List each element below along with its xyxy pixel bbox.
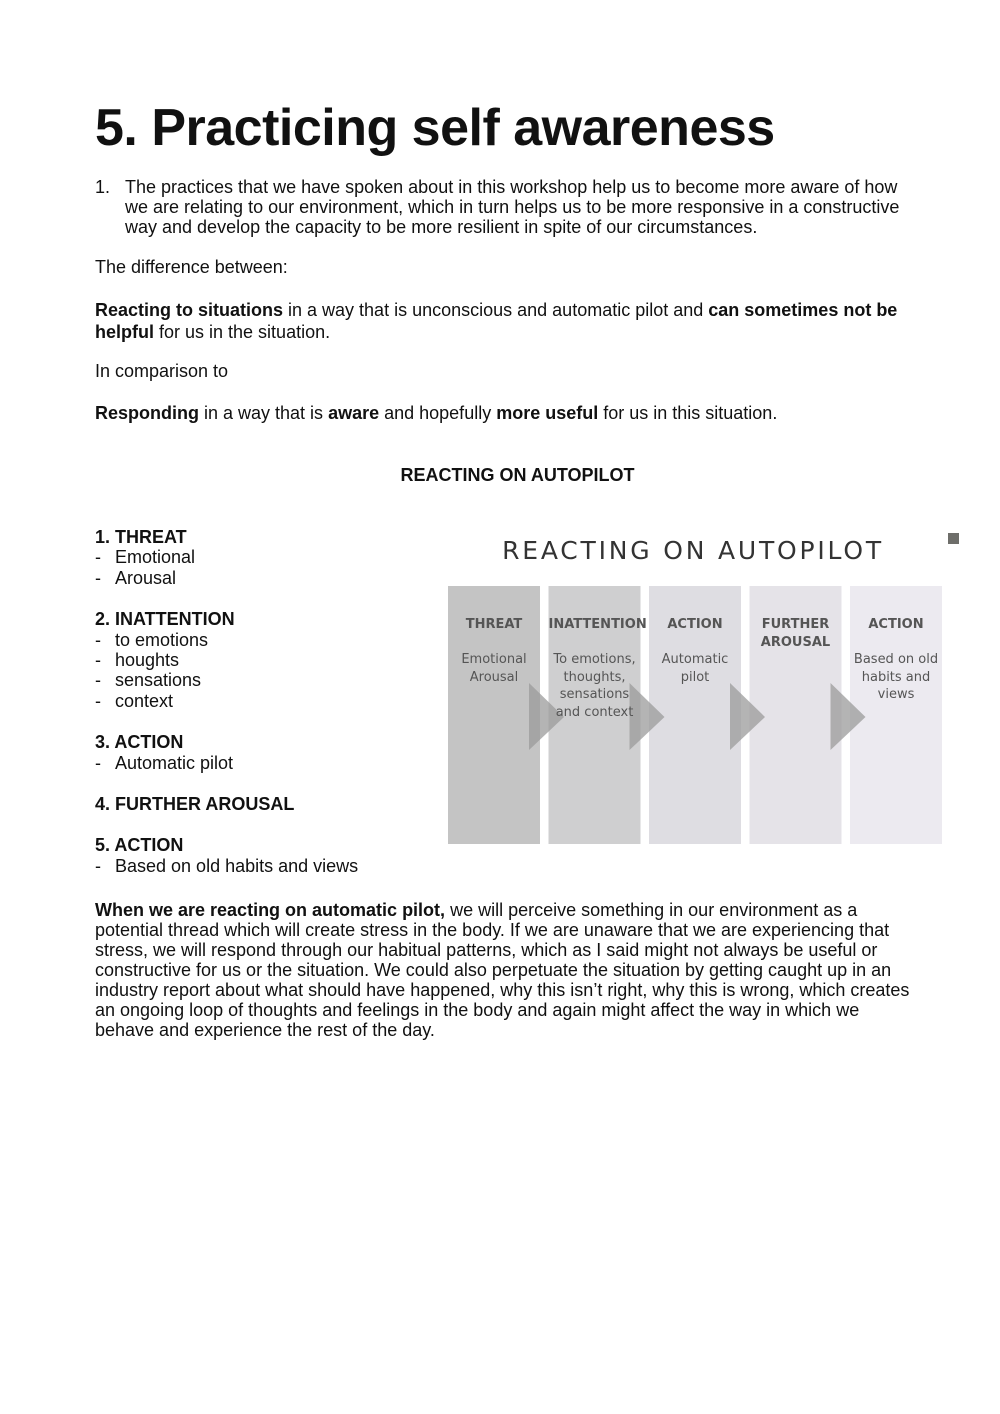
outline-head-action: 3. ACTION: [95, 732, 184, 753]
diagram-column: [850, 586, 942, 844]
diagram-column: [649, 586, 741, 844]
outline-item-text: Arousal: [115, 567, 177, 588]
intro-list-item: [95, 177, 915, 237]
outline-item: [95, 650, 425, 670]
diagram-column-heading: ACTION: [667, 617, 723, 632]
diagram-column-heading: THREAT: [465, 617, 523, 632]
reacting-paragraph: [95, 299, 915, 343]
more-useful-bold: more useful: [496, 403, 599, 423]
difference-label: The difference between:: [95, 257, 288, 277]
reacting-bold: Reacting to situations: [95, 300, 284, 320]
diagram-column-heading: ACTION: [868, 617, 924, 632]
page-title: 5. Practicing self awareness: [95, 99, 775, 157]
outline-head-threat: 1. THREAT: [95, 527, 187, 547]
intro-text: The practices that we have spoken about in this workshop help us to become more aware of how we are relating to our environment, which in turn helps us to be more responsive in a constructive way and develop the capacity to be more resilient in spite of our circumstances.: [125, 177, 900, 237]
responding-text-end: for us in this situation.: [598, 403, 778, 423]
list-number: 1.: [95, 177, 111, 197]
outline-item: [95, 547, 425, 567]
dash: -: [95, 567, 101, 588]
closing-text: we will perceive something in our environment as a potential thread which will create stress in the body. If we are unaware that we are experiencing that stress, we will respond through our habitual patterns, which as I said might not always be useful or constructive for us or the situation. We could also perpetuate the situation by getting caught up in an industry report about what should have happened, why this isn’t right, why this is wrong, which creates an ongoing loop of thoughts and feelings in the body and again might affect the way in which we behave and experience the rest of the day.: [95, 900, 910, 1040]
closing-paragraph: [95, 900, 910, 1040]
aware-bold: aware: [328, 403, 380, 423]
outline-item: [95, 753, 425, 773]
not-helpful-bold: can sometimes not be helpful: [95, 300, 898, 342]
outline-item: [95, 568, 425, 588]
diagram-column-description: Automatic pilot: [661, 652, 729, 685]
reacting-text: in a way that is unconscious and automatic pilot and: [283, 300, 709, 320]
dash: -: [95, 629, 101, 650]
dash: -: [95, 690, 101, 711]
autopilot-outline: [95, 527, 425, 876]
autopilot-diagram: [448, 586, 942, 844]
outline-item-text: sensations: [115, 670, 202, 691]
closing-bold: When we are reacting on automatic pilot,: [95, 900, 446, 920]
dash: -: [95, 547, 101, 568]
comparison-label: In comparison to: [95, 361, 229, 381]
outline-item-text: Based on old habits and views: [115, 855, 359, 876]
dash: -: [95, 855, 101, 876]
outline-item-text: context: [115, 690, 174, 711]
outline-head-inattention: 2. INATTENTION: [95, 609, 235, 630]
outline-item: [95, 691, 425, 711]
responding-text: in a way that is: [199, 403, 329, 423]
square-bullet-icon: [948, 533, 959, 544]
diagram-column-description: Emotional Arousal: [461, 652, 527, 685]
responding-text-2: and hopefully: [379, 403, 497, 423]
dash: -: [95, 752, 101, 773]
dash: -: [95, 670, 101, 691]
diagram-column-description: Based on old habits and views: [853, 652, 939, 702]
diagram-column-description: To emotions, thoughts, sensations and context: [553, 652, 636, 720]
outline-item: [95, 856, 425, 876]
outline-item: [95, 670, 425, 690]
diagram-column: [750, 586, 842, 844]
reacting-text-end: for us in the situation.: [154, 322, 331, 342]
diagram-column-heading: INATTENTION: [548, 617, 647, 632]
responding-paragraph: [95, 403, 915, 423]
responding-bold: Responding: [95, 403, 199, 423]
outline-item-text: houghts: [115, 650, 180, 671]
section-heading: REACTING ON AUTOPILOT: [400, 465, 635, 485]
diagram-column: [548, 586, 647, 844]
diagram-column-heading: FURTHER AROUSAL: [760, 617, 831, 650]
diagram-column: [448, 586, 540, 844]
outline-item-text: Emotional: [115, 547, 196, 568]
outline-item-text: to emotions: [115, 629, 209, 650]
dash: -: [95, 650, 101, 671]
outline-head-further-arousal: 4. FURTHER AROUSAL: [95, 794, 295, 815]
outline-item: [95, 630, 425, 650]
diagram-title: REACTING ON AUTOPILOT: [502, 536, 884, 565]
outline-item-text: Automatic pilot: [115, 752, 234, 773]
outline-head-action-2: 5. ACTION: [95, 835, 184, 856]
